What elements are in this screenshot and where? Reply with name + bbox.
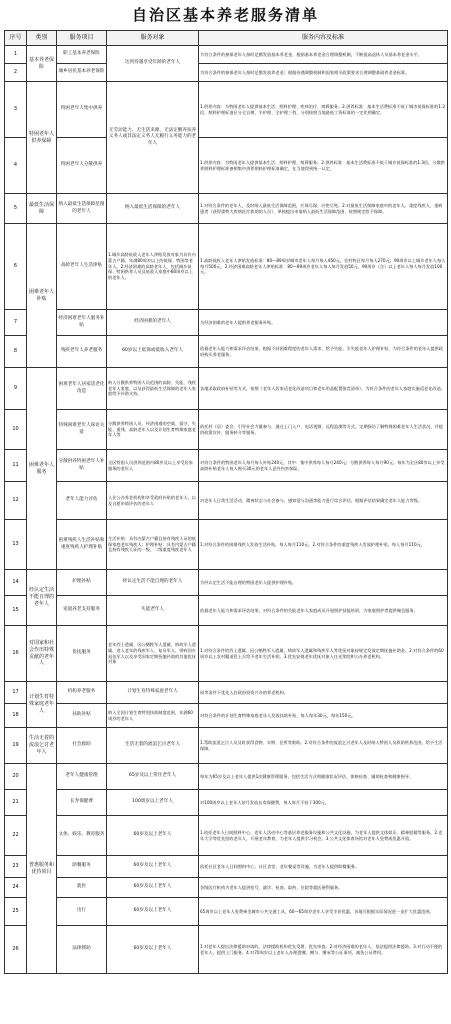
service-object: 1.城乡高龄低收入老年人津贴发放对象为具有内蒙古户籍、年满80周岁以上的低保、特困等老年人。2.经济困难的高龄老年人，包括城乡低保、特困供养人员及低收入家庭中80周岁以上的老年人。 bbox=[107, 224, 199, 310]
row-seq: 5 bbox=[5, 194, 27, 224]
service-object: 入住公办养老机构和享受政府补贴的老年人、以及自愿申请评估的老年人 bbox=[107, 482, 199, 520]
service-content: 1.对老年人提出法律援助申请的，法律援助机构优先受理、优先审查。2.对经济困难的老年人，依法提供法律援助。3.对行动不便的老年人，提供上门服务。4.对70周岁以上老年人办理遗嘱、赠与、继承等公证事项，减免公证费用。 bbox=[199, 926, 448, 974]
table-row bbox=[5, 64, 448, 82]
row-seq: 9 bbox=[5, 368, 27, 410]
service-item: 老年人健康管理 bbox=[57, 764, 107, 790]
header-item: 服务项目 bbox=[57, 31, 107, 46]
service-item: 社会救助 bbox=[57, 728, 107, 764]
service-item: 法律援助 bbox=[57, 926, 107, 974]
service-content: 为符合条件的参保老年人按时足额发放养老金；根据待遇调整机制和国家相关政策要求合理调整基础养老金标准。 bbox=[199, 64, 448, 82]
table-row bbox=[5, 626, 448, 682]
service-object: 纳入分散供养特困人员范围的高龄、失能、残疾老年人家庭，以及获得最低生活保障的老年人家庭给予补助支持。 bbox=[107, 368, 199, 410]
table-row bbox=[5, 138, 448, 194]
service-content: 对符合条件的特困老年人每月每人补贴240元，其中：集中供养每人每月240元；分散供养每人每月90元。每年为全区80岁以上享受高龄补贴老年人每人购买30元的老年人意外伤害保险。 bbox=[199, 450, 448, 482]
service-object: 60岁以上低保或低收入老年人 bbox=[107, 336, 199, 368]
row-seq: 19 bbox=[5, 728, 27, 764]
row-seq: 16 bbox=[5, 626, 27, 682]
service-content: 1.依托老年人日间照料中心、老年人活动中心等基层养老服务设施和公共文化设施，为老年人提供文体娱乐、精神慰藉等服务。2.老年大学等优先招收老年人，开展老年教育，为老年人提供学习机会。3.公共文化体育场馆对老年人免费或优惠开放。 bbox=[199, 816, 448, 856]
service-object: 100周岁以上老年人 bbox=[107, 790, 199, 816]
service-item: 就医 bbox=[57, 878, 107, 898]
service-item: 特殊困难老年人探访关爱 bbox=[57, 410, 107, 450]
row-seq: 3 bbox=[5, 82, 27, 138]
service-list-table bbox=[4, 30, 448, 974]
row-seq: 25 bbox=[5, 898, 27, 926]
header-content: 服务内容及标准 bbox=[199, 31, 448, 46]
table-row bbox=[5, 856, 448, 878]
service-object: 65岁及以上常住老年人 bbox=[107, 764, 199, 790]
service-object: 生活无着的流浪乞讨老年人 bbox=[107, 728, 199, 764]
table-row bbox=[5, 482, 448, 520]
service-item: 分散供养特困老年人补贴 bbox=[57, 450, 107, 482]
service-item: 家庭养老支持服务 bbox=[57, 596, 107, 626]
service-item: 护理补贴 bbox=[57, 570, 107, 596]
category-cell: 生活无着的流浪乞讨老年人 bbox=[27, 728, 57, 764]
service-object: 60岁及以上老年人 bbox=[107, 898, 199, 926]
row-seq: 12 bbox=[5, 482, 27, 520]
row-seq: 2 bbox=[5, 64, 27, 82]
service-item: 老年人能力评估 bbox=[57, 482, 107, 520]
table-row bbox=[5, 570, 448, 596]
service-object: 60岁及以上老年人 bbox=[107, 816, 199, 856]
table-row bbox=[5, 682, 448, 704]
row-seq: 17 bbox=[5, 682, 27, 704]
category-cell: 特困老年人供养保障 bbox=[27, 82, 57, 194]
service-item: 经济困难老年人服务补贴 bbox=[57, 310, 107, 336]
row-seq: 10 bbox=[5, 410, 27, 450]
table-row bbox=[5, 728, 448, 764]
row-seq: 1 bbox=[5, 46, 27, 64]
table-row bbox=[5, 764, 448, 790]
service-object: 经济困难的老年人 bbox=[107, 310, 199, 336]
service-item: 扶助补贴 bbox=[57, 704, 107, 728]
table-row bbox=[5, 224, 448, 310]
service-item: 优抚服务 bbox=[57, 626, 107, 682]
service-object: 老年烈士遗属、因公牺牲军人遗属、病故军人遗属，进入老年的残疾军人、复员军人、带病回乡退伍军人以及享受国家定期抚恤补助的其他优抚对象 bbox=[107, 626, 199, 682]
service-item: 特困老年人集中供养 bbox=[57, 82, 107, 138]
category-cell: 普惠服务和优待项目 bbox=[27, 764, 57, 974]
service-item: 机构养老服务 bbox=[57, 682, 107, 704]
service-content: 对老年人日常生活活动、精神状态与社会参与、感知觉与沟通等能力进行综合评估，根据评估结果确定老年人能力等级。 bbox=[199, 482, 448, 520]
table-row bbox=[5, 194, 448, 224]
service-content: 对100周岁以上老年人按月发放长寿保健费，每人每月不低于300元。 bbox=[199, 790, 448, 816]
service-object: 纳入最低生活保障的老年人 bbox=[107, 194, 199, 224]
row-seq: 14 bbox=[5, 570, 27, 596]
service-content: 1.对符合条件的烈士遗属、因公牺牲军人遗属、病故军人遗属和残疾军人等优抚对象按规定发放定期抚恤补助金。2.对符合条件的60周岁以上农村籍退役士兵给予老年生活补助。3.优先安排老年优抚对象入住光荣院和公办养老机构。 bbox=[199, 626, 448, 682]
service-content: 1.供养内容：为特困老年人提供基本生活、照料护理、疾病治疗、殡葬服务。2.供养标准：基本生活费标准不低于城市低保标准的1.3倍，照料护理标准区分全自理、半护理、全护理三档，分别按照当地最低工资标准的一定比例确定。 bbox=[199, 82, 448, 138]
row-seq: 24 bbox=[5, 878, 27, 898]
table-row bbox=[5, 310, 448, 336]
row-seq: 11 bbox=[5, 450, 27, 482]
table-row bbox=[5, 898, 448, 926]
row-seq: 7 bbox=[5, 310, 27, 336]
row-seq: 20 bbox=[5, 764, 27, 790]
service-item: 特困老年人分散供养 bbox=[57, 138, 107, 194]
table-row bbox=[5, 878, 448, 898]
row-seq: 21 bbox=[5, 790, 27, 816]
row-seq: 4 bbox=[5, 138, 27, 194]
service-content: 各地采取政府补贴等方式，按照《老年人居家适老化改造项目和老年用品配置推荐清单》，为符合条件的老年人家庭实施适老化改造。 bbox=[199, 368, 448, 410]
service-item: 文体、娱乐、教育服务 bbox=[57, 816, 107, 856]
row-seq: 23 bbox=[5, 856, 27, 878]
service-item: 高龄老年人生活津贴 bbox=[57, 224, 107, 310]
service-item: 困难残疾人生活补贴和重度残疾人护理补贴 bbox=[57, 520, 107, 570]
service-item: 长寿保健费 bbox=[57, 790, 107, 816]
service-content: 65周岁以上老年人免费乘坐城市公共交通工具，60—65周岁老年人享受半价优惠，各地可根据实际情况进一步扩大优惠范围。 bbox=[199, 898, 448, 926]
header-seq: 序号 bbox=[5, 31, 27, 46]
service-content: 依据老年人能力和需求评估结果，根据不同困难程度的老年人需求，给予失能、半失能老年人护理补贴，为符合条件的老年人提供政府购买养老服务。 bbox=[199, 336, 448, 368]
service-item: 城乡居民基本养老保险 bbox=[57, 64, 107, 82]
document-title: 自治区基本养老服务清单 bbox=[131, 6, 319, 24]
service-item: 困难老年人居家适老化改造 bbox=[57, 368, 107, 410]
service-object: 达到待遇享受年龄的老年人 bbox=[107, 46, 199, 82]
category-cell: 基本养老保险 bbox=[27, 46, 57, 82]
table-row bbox=[5, 816, 448, 856]
table-row bbox=[5, 790, 448, 816]
service-object: 生活补贴：具有内蒙古户籍且持有残疾人证的低保家庭老年残疾人；护理补贴：具有内蒙古户籍且持有残疾人证的一级、二级重度残疾老年人 bbox=[107, 520, 199, 570]
table-row bbox=[5, 450, 448, 482]
service-item: 助餐服务 bbox=[57, 856, 107, 878]
service-content: 每年为65岁及以上老年人提供1次健康管理服务，包括生活方式和健康状况评估、体格检查、辅助检查和健康指导。 bbox=[199, 764, 448, 790]
row-seq: 22 bbox=[5, 816, 27, 856]
category-cell: 困难老年人补贴 bbox=[27, 224, 57, 368]
service-content: 1.对符合条件的老年人，及时纳入最低生活保障范围，应保尽保、应兜尽兜。2.对最低生活保障家庭中的老年人、重度残疾人、重病患者（获得重特大疾病医疗救助的人员），单独提出申请纳入最低生活保障范围，按照规定给予保障。 bbox=[199, 194, 448, 224]
row-seq: 18 bbox=[5, 704, 27, 728]
table-row bbox=[5, 46, 448, 64]
service-content: 1.供养内容：为特困老年人提供基本生活、照料护理、殡葬服务。2.供养标准：基本生活费标准不低于城乡低保标准的1.3倍，分散供养照料护理标准参照集中供养照料护理标准确定，在当地得到统一认定。 bbox=[199, 138, 448, 194]
table-header-row bbox=[5, 31, 448, 46]
category-cell: 对国家和社会作出特殊贡献的老年人 bbox=[27, 626, 57, 682]
table-row bbox=[5, 704, 448, 728]
category-cell: 最低生活保障 bbox=[27, 194, 57, 224]
service-content: 为经济困难的老年人提供养老服务补贴。 bbox=[199, 310, 448, 336]
header-object: 服务对象 bbox=[107, 31, 199, 46]
service-object: 纳入全国计划生育特别扶助制度范围，年满60周岁的老年人 bbox=[107, 704, 199, 728]
row-seq: 8 bbox=[5, 336, 27, 368]
service-object: 计划生育特殊家庭老年人 bbox=[107, 682, 199, 704]
service-content: 依据老年人能力和需求评估结果，对符合条件的失能老年人家庭成员开展照护技能培训，为家庭照护者提供喘息服务。 bbox=[199, 596, 448, 626]
table-row bbox=[5, 520, 448, 570]
table-row bbox=[5, 368, 448, 410]
row-seq: 15 bbox=[5, 596, 27, 626]
service-content: 1.高龄低收入老年人津贴发放标准：80—89周岁城市老年人每月每人450元，农村牧区每月每人270元；90周岁以上城乡老年人每人每月500元。2.经济困难高龄老年人津贴标准：80—89周岁老年人每人每月发放50元，90周岁（含）以上老年人每人每月发放100元。 bbox=[199, 224, 448, 310]
row-seq: 6 bbox=[5, 224, 27, 310]
service-item: 出行 bbox=[57, 898, 107, 926]
service-content: 对符合条件的计划生育特殊家庭老年人发放扶助补贴，每人每年30元，每年150元。 bbox=[199, 704, 448, 728]
row-seq: 13 bbox=[5, 520, 27, 570]
service-object: 60岁及以上老年人 bbox=[107, 926, 199, 974]
service-content: 各级医疗机构为老年人提供挂号、就诊、检查、取药、住院等就医便利服务。 bbox=[199, 878, 448, 898]
service-object: 失能老年人 bbox=[107, 596, 199, 626]
service-object: 无劳动能力、无生活来源、无法定赡养扶养义务人或其法定义务人无履行义务能力的老年人 bbox=[107, 82, 199, 194]
service-content: 为经认定生活不能自理的特困老年人提供护理补贴。 bbox=[199, 570, 448, 596]
category-cell: 经认定生活不能自理的老年人 bbox=[27, 570, 57, 626]
service-content: 1.对符合条件的困难残疾人发放生活补贴，每人每月110元。2.对符合条件的重度残疾人发放护理补贴，每人每月110元。 bbox=[199, 520, 448, 570]
service-item: 纳入最低生活保障范围的老年人 bbox=[57, 194, 107, 224]
service-object: 经认定生活不能自理的老年人 bbox=[107, 570, 199, 596]
service-object: 分散供养特困人员，经济困难的空巢、留守、失能、重残、高龄老年人以及计划生育特殊家庭老年人等 bbox=[107, 410, 199, 450]
header-category: 类别 bbox=[27, 31, 57, 46]
table-row bbox=[5, 410, 448, 450]
row-seq: 26 bbox=[5, 926, 27, 974]
service-content: 依托社区老年人日间照料中心、社区食堂、老年餐桌等设施，为老年人提供助餐服务。 bbox=[199, 856, 448, 878]
service-object: 60岁及以上老年人 bbox=[107, 878, 199, 898]
table-row bbox=[5, 336, 448, 368]
category-cell: 困难老年人服务 bbox=[27, 368, 57, 570]
service-object: 全区特困人员供养范围内80岁及以上享受居家服务的老年人 bbox=[107, 450, 199, 482]
service-object: 60岁及以上老年人 bbox=[107, 856, 199, 878]
service-item: 残疾老年人养老服务 bbox=[57, 336, 107, 368]
service-item: 职工基本养老保险 bbox=[57, 46, 107, 64]
table-row bbox=[5, 926, 448, 974]
service-content: 1.帮助流浪乞讨人员及时获得食物、衣物、住所等救助。2.对符合条件的流浪乞讨老年人及时纳入特困人员救助供养范围，给予生活保障。 bbox=[199, 728, 448, 764]
service-content: 同等条件下优先入住政府投资兴办的养老机构。 bbox=[199, 682, 448, 704]
category-cell: 计划生育特殊家庭老年人 bbox=[27, 682, 57, 728]
service-content: 依托村（居）委会、引导社会力量参与，通过上门入户、电话视频、远程监测等方式，定期探访了解特殊困难老年人生活状况，并提供政策宣传、服务转介等服务。 bbox=[199, 410, 448, 450]
table-row bbox=[5, 596, 448, 626]
service-content: 为符合条件的参保老年人按时足额发放基本养老金，根据基本养老金合理调整机制，不断提高退休人员基本养老金水平。 bbox=[199, 46, 448, 64]
table-row bbox=[5, 82, 448, 138]
